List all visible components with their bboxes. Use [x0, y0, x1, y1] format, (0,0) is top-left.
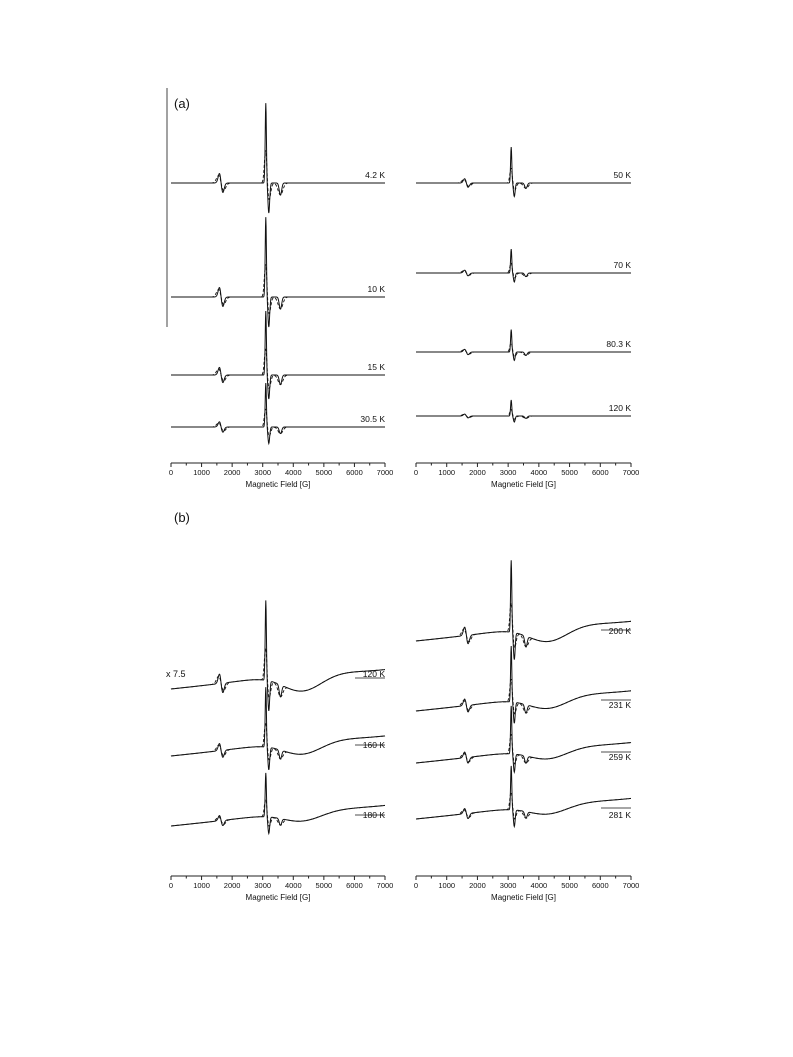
- series-line-259-K-sim: [416, 735, 631, 765]
- series-label: 4.2 K: [365, 170, 385, 180]
- series-line-30-5-K-sim: [171, 409, 385, 436]
- x-tick-label: 5000: [561, 468, 578, 477]
- series-line-15-K-exp: [171, 311, 385, 399]
- panel-b-right: [414, 560, 639, 902]
- series-line-120-K-exp: [416, 400, 631, 422]
- series-line-231-K-exp: [416, 646, 631, 723]
- x-tick-label: 4000: [530, 881, 548, 890]
- series-label: 15 K: [367, 362, 385, 372]
- series-line-281-K-exp: [416, 766, 631, 827]
- series-line-120-K-sim: [416, 410, 631, 420]
- x-tick-label: 6000: [591, 881, 609, 890]
- series-label: 70 K: [613, 260, 631, 270]
- x-tick-label: 3000: [254, 881, 272, 890]
- series-label: 50 K: [613, 170, 631, 180]
- series-line-80-3-K-sim: [416, 343, 631, 357]
- x-tick-label: 1000: [438, 468, 456, 477]
- x-axis-label: Magnetic Field [G]: [491, 480, 556, 489]
- series-line-180-K-sim: [171, 799, 385, 826]
- spectra-plots: [169, 103, 639, 902]
- series-line-281-K-sim: [416, 792, 631, 819]
- x-tick-label: 7000: [622, 881, 640, 890]
- series-line-10-K-sim: [171, 265, 385, 314]
- x-tick-label: 0: [413, 468, 419, 477]
- series-line-4-2-K-exp: [171, 103, 385, 213]
- series-line-30-5-K-exp: [171, 383, 385, 444]
- series-line-80-3-K-exp: [416, 330, 631, 361]
- x-tick-label: 2000: [223, 468, 241, 477]
- series-label: 180 K: [362, 810, 385, 820]
- x-tick-label: 0: [168, 468, 174, 477]
- x-tick-label: 6000: [346, 881, 363, 890]
- series-label: 281 K: [608, 810, 631, 820]
- x-axis-label: Magnetic Field [G]: [491, 893, 556, 902]
- panel-a-right: [414, 147, 639, 489]
- series-line-4-2-K-sim: [171, 151, 385, 200]
- x-tick-label: 1000: [438, 881, 456, 890]
- x-tick-label: 4000: [530, 468, 548, 477]
- x-tick-label: 4000: [284, 881, 302, 890]
- series-label: 120 K: [608, 403, 631, 413]
- series-line-160-K-exp: [171, 687, 385, 770]
- x-tick-label: 7000: [376, 881, 394, 890]
- x-tick-label: 5000: [315, 468, 333, 477]
- x-tick-label: 0: [413, 881, 419, 890]
- x-tick-label: 6000: [591, 468, 609, 477]
- x-tick-label: 6000: [346, 468, 363, 477]
- series-label: 259 K: [608, 752, 631, 762]
- series-label: 231 K: [608, 700, 631, 710]
- series-label: 30.5 K: [360, 414, 385, 424]
- series-line-50-K-exp: [416, 147, 631, 197]
- scale-note: x 7.5: [166, 669, 186, 679]
- series-line-160-K-sim: [171, 723, 385, 760]
- x-tick-label: 4000: [284, 468, 302, 477]
- panel-a-label: (a): [174, 96, 190, 111]
- series-line-15-K-sim: [171, 349, 385, 388]
- x-tick-label: 3000: [499, 468, 517, 477]
- x-tick-label: 0: [168, 881, 174, 890]
- series-line-231-K-sim: [416, 679, 631, 714]
- x-tick-label: 7000: [622, 468, 640, 477]
- x-axis-label: Magnetic Field [G]: [245, 893, 311, 902]
- panel-b-left: [169, 600, 393, 902]
- x-tick-label: 2000: [469, 881, 486, 890]
- series-line-200-K-exp: [416, 560, 631, 659]
- series-line-120-K-sim: [171, 648, 385, 697]
- series-line-180-K-exp: [171, 773, 385, 834]
- x-tick-label: 1000: [193, 881, 210, 890]
- series-line-70-K-sim: [416, 263, 631, 278]
- series-line-50-K-sim: [416, 169, 631, 191]
- x-tick-label: 5000: [561, 881, 578, 890]
- panel-b-label: (b): [174, 510, 190, 525]
- x-tick-label: 2000: [469, 468, 486, 477]
- series-line-259-K-exp: [416, 706, 631, 772]
- series-line-200-K-sim: [416, 603, 631, 648]
- x-tick-label: 1000: [193, 468, 210, 477]
- x-tick-label: 7000: [376, 468, 394, 477]
- series-label: 160 K: [362, 740, 385, 750]
- series-label: 10 K: [367, 284, 385, 294]
- series-line-10-K-exp: [171, 217, 385, 327]
- x-tick-label: 3000: [499, 881, 517, 890]
- x-tick-label: 5000: [315, 881, 333, 890]
- series-label: 200 K: [608, 626, 631, 636]
- x-tick-label: 2000: [223, 881, 241, 890]
- x-tick-label: 3000: [254, 468, 272, 477]
- x-axis-label: Magnetic Field [G]: [245, 480, 311, 489]
- panel-a-left: [169, 103, 393, 489]
- series-line-70-K-exp: [416, 249, 631, 282]
- series-label: 120 K: [362, 669, 385, 679]
- series-line-120-K-exp: [171, 600, 385, 711]
- series-label: 80.3 K: [606, 339, 631, 349]
